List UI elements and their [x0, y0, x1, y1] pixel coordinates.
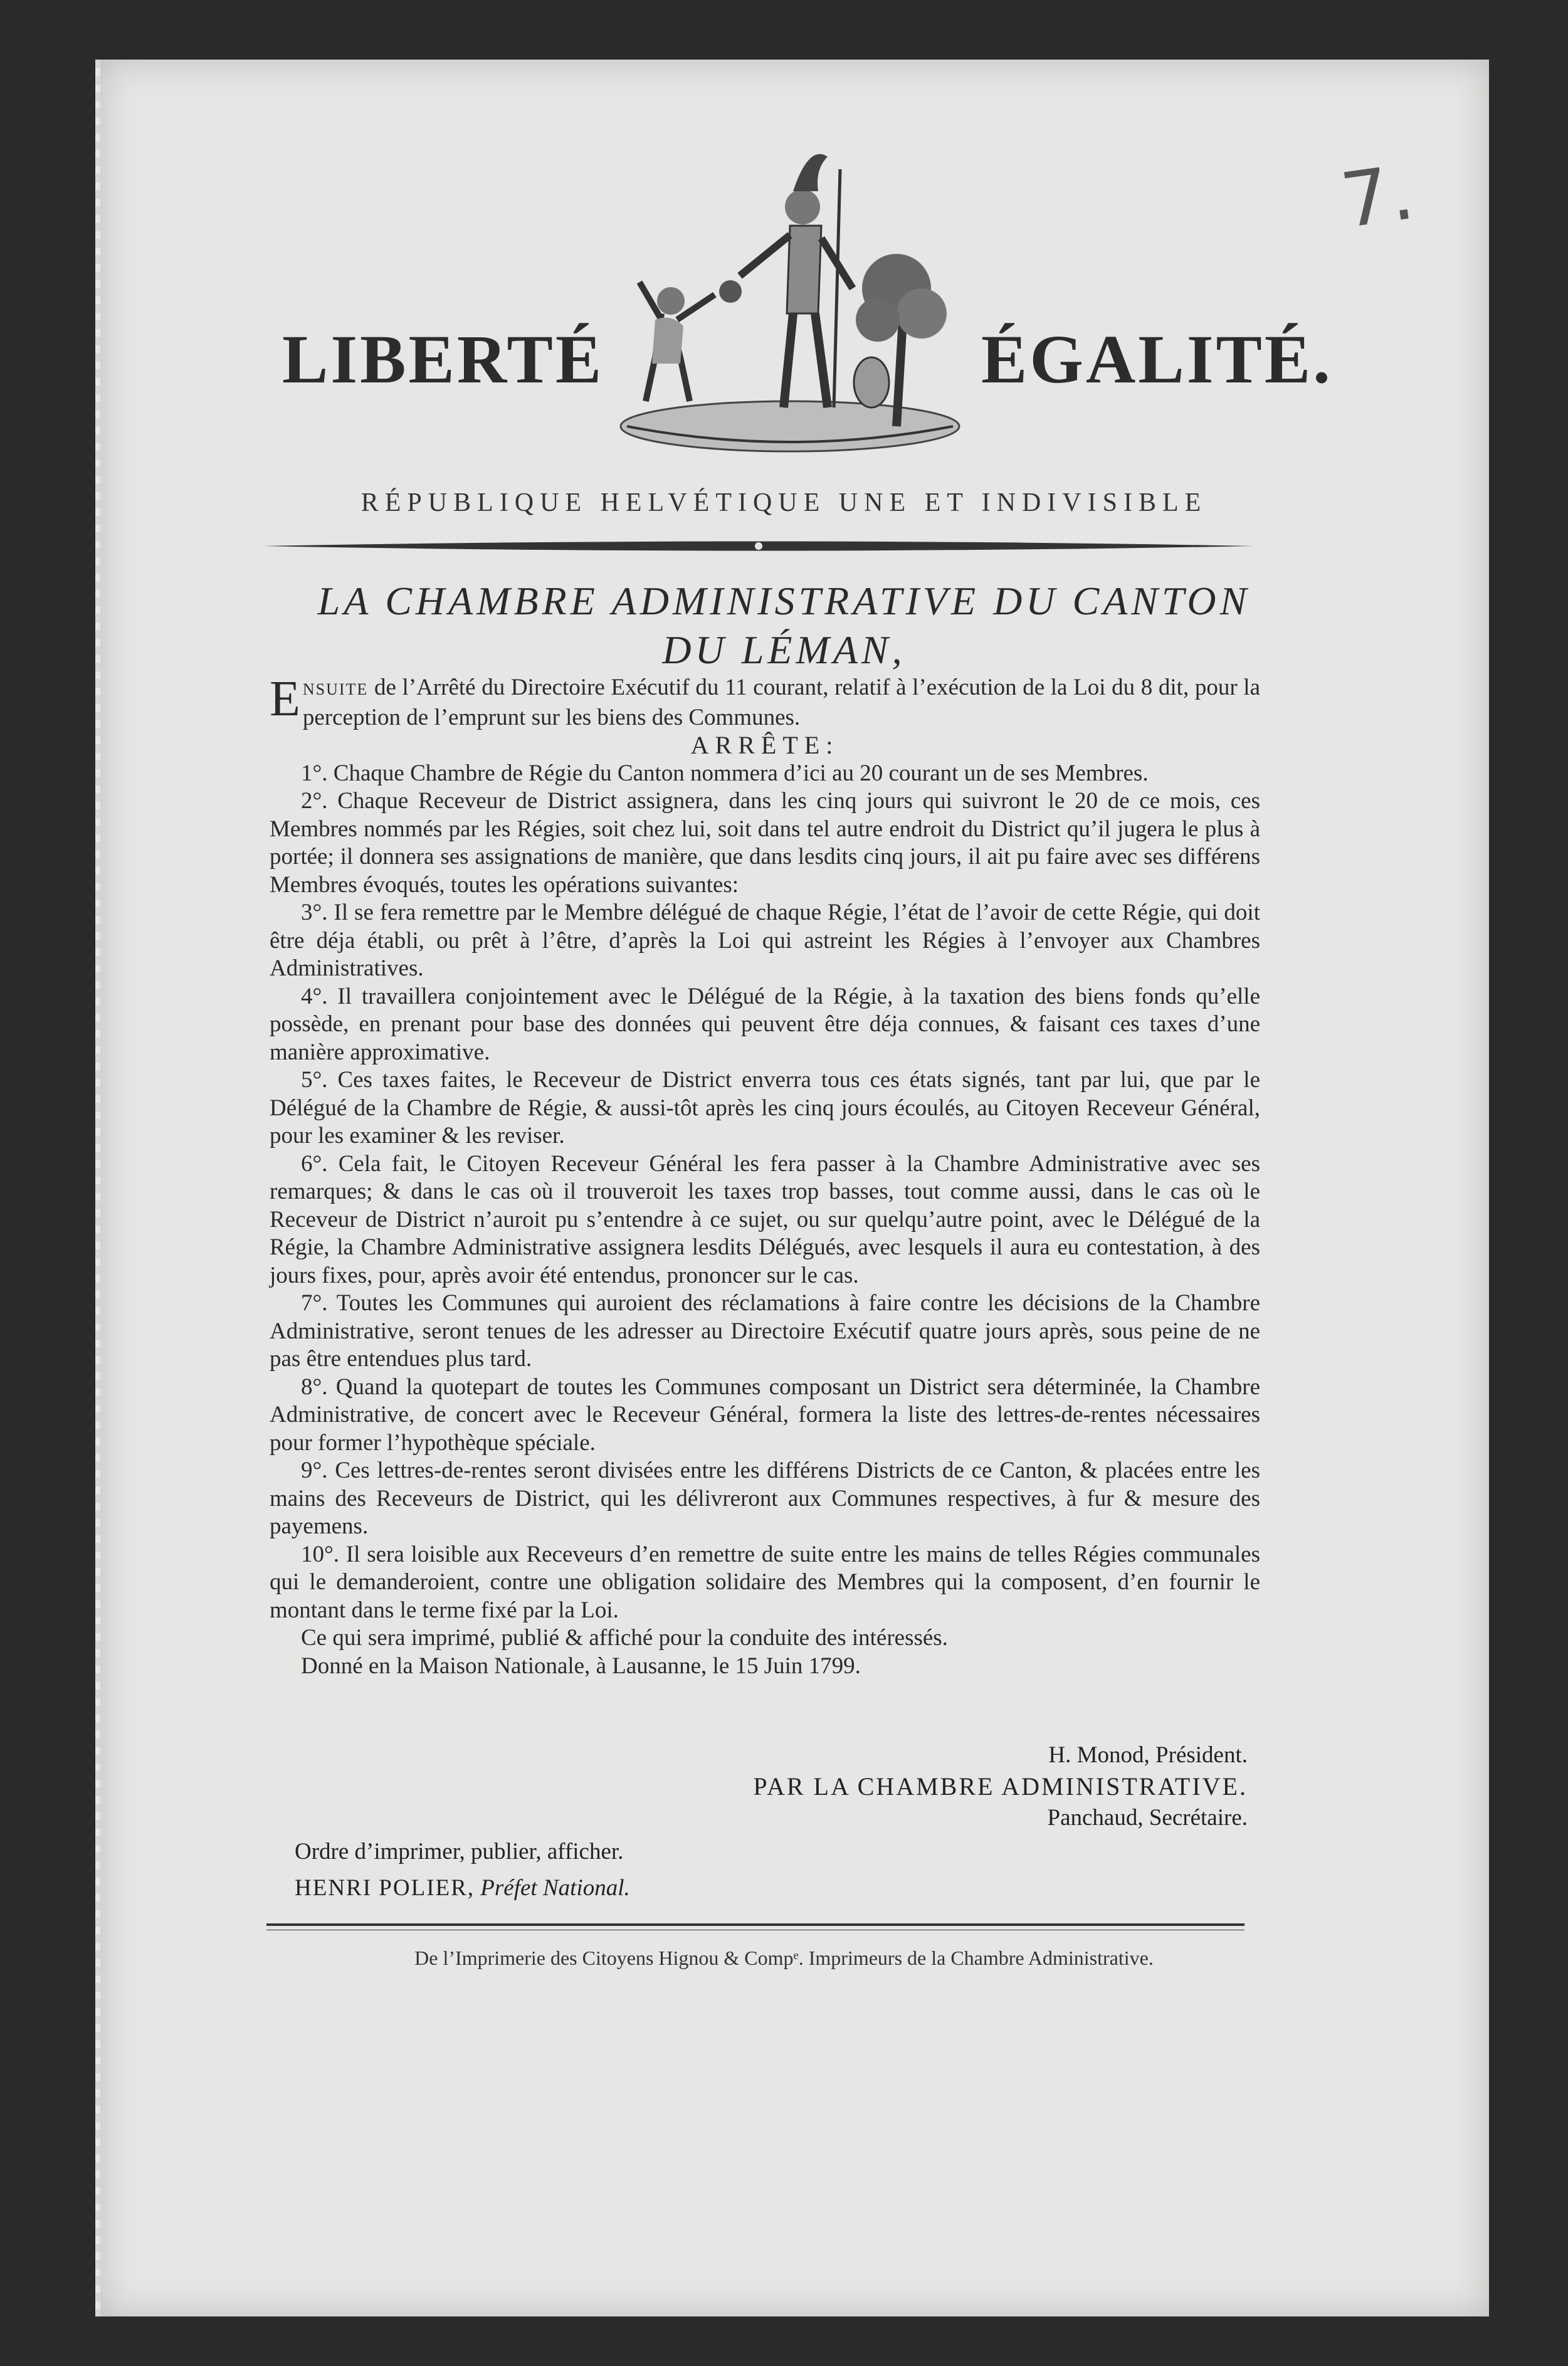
bottom-rule: [266, 1923, 1244, 1930]
vignette-illustration: [602, 132, 978, 483]
article-5: 5°. Ces taxes faites, le Receveur de District enverra tous ces états signés, tant par lui, que par le Délégué de la Chambre de Régie, & aussi-tôt après les cinq jours écoulés, au Citoyen Receveur Général, pour les examiner & les reviser.: [270, 1067, 1260, 1149]
article-4: 4°. Il travaillera conjointement avec le Délégué de la Régie, à la taxation des biens fonds qu’elle possède, en prenant pour base des données qui peuvent être déja connues, & faisant ces taxes d’une manière approximative.: [270, 983, 1260, 1065]
prefect-title: Préfet National.: [475, 1875, 630, 1901]
closing-printed: Ce qui sera imprimé, publié & affiché pour la conduite des intéressés.: [301, 1625, 948, 1651]
intro-smallcaps: NSUITE: [302, 680, 369, 698]
title-line-1: LA CHAMBRE ADMINISTRATIVE DU CANTON: [317, 579, 1251, 623]
print-order-line: Ordre d’imprimer, publier, afficher.: [295, 1839, 624, 1864]
secretary-signature: Panchaud, Secrétaire.: [1047, 1805, 1248, 1831]
signature-block: [270, 1740, 1248, 1834]
article-9: 9°. Ces lettres-de-rentes seront divisées entre les différens Districts de ce Canton, & placées entre les mains des Receveurs de District, qui les délivreront aux Communes respectives, à fur & mesure des payemens.: [270, 1458, 1260, 1539]
imprint-line: De l’Imprimerie des Citoyens Hignou & Compᵉ. Imprimeurs de la Chambre Administrative.: [414, 1947, 1154, 1969]
president-signature: H. Monod, Président.: [1048, 1742, 1248, 1768]
handwritten-number: 7.: [1335, 149, 1419, 246]
heading-liberte: LIBERTÉ: [282, 321, 604, 397]
article-2: 2°. Chaque Receveur de District assignera, dans les cinq jours qui suivront le 20 de ce mois, ces Membres nommés par les Régies, soit chez lui, soit dans tel autre endroit du District qu’il jugera le plus à portée; il donnera ses assignations de manière, que dans lesdits cinq jours, il ait pu faire avec ses différens Membres évoqués, toutes les opérations suivantes:: [270, 788, 1260, 898]
article-6: 6°. Cela fait, le Citoyen Receveur Général les fera passer à la Chambre Administrative avec ses remarques; & dans le cas où il trouveroit les taxes trop basses, tout comme aussi, dans le cas où le Receveur de District n’auroit pu s’entendre à ce sujet, ou sur quelqu’autre point, avec le Délégué de la Régie, la Chambre Administrative assignera lesdits Délégués, avec lesquels il aura eu contestation, à des jours fixes, pour, après avoir été entendus, prononcer sur le cas.: [270, 1150, 1260, 1288]
republic-subtitle: RÉPUBLIQUE HELVÉTIQUE UNE ET INDIVISIBLE: [360, 488, 1208, 517]
ornamental-rule: [263, 539, 1254, 553]
article-3: 3°. Il se fera remettre par le Membre délégué de chaque Régie, l’état de l’avoir de cette Régie, qui doit être déja établi, ou prêt à l’être, d’après la Loi qui astreint les Régies à l’envoyer aux Chambres Administratives.: [270, 900, 1260, 981]
article-10: 10°. Il sera loisible aux Receveurs d’en remettre de suite entre les mains de telles Régies communales qui le demanderoient, contre une obligation solidaire des Membres qui la composent, d’en fournir le montant dans le terme fixé par la Loi.: [270, 1541, 1260, 1623]
document-title: [0, 577, 1568, 675]
article-1: 1°. Chaque Chambre de Régie du Canton nommera d’ici au 20 courant un de ses Membres.: [301, 760, 1149, 786]
decree-body: [270, 671, 1260, 1680]
intro-text: de l’Arrêté du Directoire Exécutif du 11 courant, relatif à l’exécution de la Loi du 8 dit, pour la perception de l’emprunt sur les biens des Communes.: [302, 675, 1260, 730]
arrete-heading: ARRÊTE:: [690, 731, 839, 759]
article-7: 7°. Toutes les Communes qui auroient des réclamations à faire contre les décisions de la Chambre Administrative, seront tenues de les adresser au Directoire Exécutif quatre jours après, sous peine de ne pas être entendues plus tard.: [270, 1290, 1260, 1372]
closing-given: Donné en la Maison Nationale, à Lausanne, le 15 Juin 1799.: [301, 1653, 861, 1679]
title-line-2: DU LÉMAN,: [662, 628, 906, 672]
intro-paragraph: [270, 671, 1260, 732]
heading-egalite: ÉGALITÉ.: [981, 321, 1333, 397]
article-8: 8°. Quand la quotepart de toutes les Communes composant un District sera déterminée, la Chambre Administrative, de concert avec le Receveur Général, formera la liste des lettres-de-rentes nécessaires pour former l’hypothèque spéciale.: [270, 1374, 1260, 1456]
print-order: [295, 1834, 630, 1906]
chamber-signature: PAR LA CHAMBRE ADMINISTRATIVE.: [753, 1772, 1248, 1801]
drop-cap: E: [270, 671, 300, 727]
prefect-line: [295, 1870, 630, 1906]
prefect-name: HENRI POLIER,: [295, 1875, 475, 1901]
